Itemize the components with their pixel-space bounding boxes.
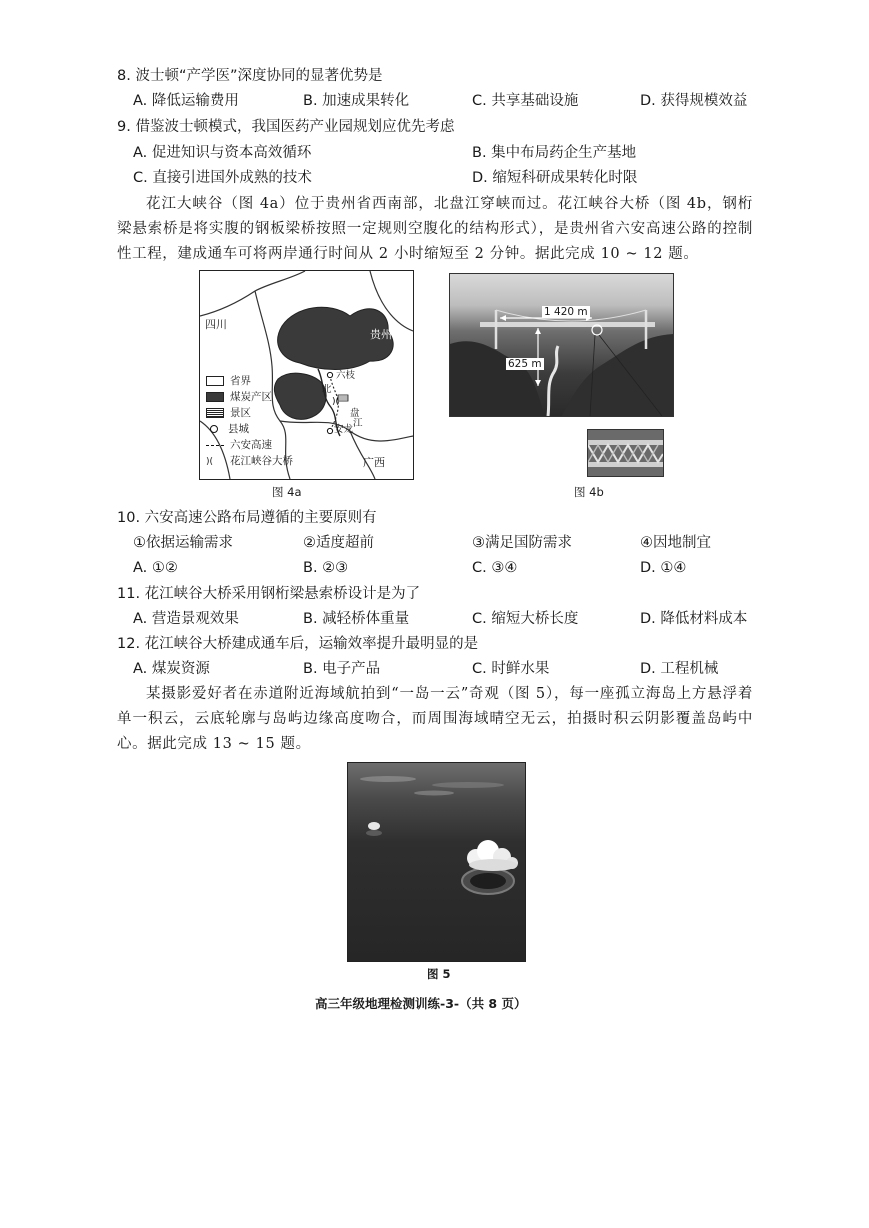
question-8-option-c[interactable]: C. 共享基础设施	[472, 93, 579, 109]
map-label-anlong: 安龙	[334, 424, 354, 435]
passage-13-15: 某摄影爱好者在赤道附近海域航拍到“一岛一云”奇观（图 5），每一座孤立海岛上方悬浮着单一积云，云底轮廓与岛屿边缘高度吻合，而周围海域晴空无云，拍摄时积云阴影覆盖岛屿中心。据此完成 13 ~ 15 题。	[117, 686, 753, 752]
question-11-option-a[interactable]: A. 营造景观效果	[133, 611, 239, 627]
map-label-liuzhi: 六枝	[336, 370, 356, 381]
question-10-item-4: ④因地制宜	[640, 535, 711, 551]
coal-region-south	[274, 373, 326, 419]
question-12-stem: 12. 花江峡谷大桥建成通车后，运输效率提升最明显的是	[117, 636, 479, 652]
legend-scenic-area: 景区	[206, 407, 251, 419]
svg-text:)(: )(	[332, 397, 340, 407]
question-9-option-b[interactable]: B. 集中布局药企生产基地	[472, 145, 637, 161]
bridge-span-label: 1 420 m	[544, 306, 588, 318]
figure-4a-map	[199, 270, 414, 480]
figure-4b-truss-inset	[587, 429, 664, 477]
question-10-stem: 10. 六安高速公路布局遵循的主要原则有	[117, 510, 377, 526]
question-11-option-d[interactable]: D. 降低材料成本	[640, 611, 748, 627]
question-9-stem: 9. 借鉴波士顿模式，我国医药产业园规划应优先考虑	[117, 119, 455, 135]
map-label-guangxi: 广西	[363, 456, 385, 469]
question-10-item-2: ②适度超前	[303, 535, 374, 551]
question-10-option-d[interactable]: D. ①④	[640, 560, 687, 576]
figure-5-photo	[347, 762, 526, 962]
question-11-stem: 11. 花江峡谷大桥采用钢桁梁悬索桥设计是为了	[117, 586, 421, 602]
island-cloud-drawing	[348, 763, 525, 961]
passage-10-12: 花江大峡谷（图 4a）位于贵州省西南部，北盘江穿峡而过。花江峡谷大桥（图 4b，钢桁梁悬索桥是将实腹的钢板梁桥按照一定规则空腹化的结构形式），是贵州省六安高速公路的控制性工程，建成通车可将两岸通行时间从 2 小时缩短至 2 分钟。据此完成 10 ~ 12 题。	[117, 196, 753, 262]
question-10-option-b[interactable]: B. ②③	[303, 560, 349, 576]
question-8-stem: 8. 波士顿“产学医”深度协同的显著优势是	[117, 68, 383, 84]
question-9-option-a[interactable]: A. 促进知识与资本高效循环	[133, 145, 312, 161]
map-label-pan: 盘	[350, 408, 360, 419]
question-11-option-b[interactable]: B. 减轻桥体重量	[303, 611, 410, 627]
bridge-photo-drawing	[450, 274, 673, 416]
question-9-option-d[interactable]: D. 缩短科研成果转化时限	[472, 170, 638, 186]
question-10-option-c[interactable]: C. ③④	[472, 560, 518, 576]
question-12-option-d[interactable]: D. 工程机械	[640, 661, 719, 677]
truss-drawing	[588, 430, 663, 476]
map-label-sichuan: 四川	[205, 318, 227, 331]
legend-province-border: 省界	[206, 375, 251, 387]
question-10-item-1: ①依据运输需求	[133, 535, 233, 551]
figure-4b-photo	[449, 273, 674, 417]
question-11-option-c[interactable]: C. 缩短大桥长度	[472, 611, 579, 627]
map-label-jiang: 江	[353, 418, 363, 429]
bridge-height-label: 625 m	[508, 358, 542, 370]
legend-highway: 六安高速	[206, 439, 272, 451]
question-8-option-b[interactable]: B. 加速成果转化	[303, 93, 410, 109]
legend-coal-area: 煤炭产区	[206, 391, 272, 403]
question-10-option-a[interactable]: A. ①②	[133, 560, 178, 576]
figure-5-caption: 图 5	[427, 967, 451, 981]
question-8-option-d[interactable]: D. 获得规模效益	[640, 93, 748, 109]
question-8-option-a[interactable]: A. 降低运输费用	[133, 93, 239, 109]
question-9-option-c[interactable]: C. 直接引进国外成熟的技术	[133, 170, 312, 186]
question-10-item-3: ③满足国防需求	[472, 535, 572, 551]
page-footer: 高三年级地理检测训练-3-（共 8 页）	[315, 996, 527, 1011]
question-12-option-b[interactable]: B. 电子产品	[303, 661, 381, 677]
figure-4a-caption: 图 4a	[272, 485, 302, 499]
question-12-option-a[interactable]: A. 煤炭资源	[133, 661, 210, 677]
map-label-guizhou: 贵州	[370, 328, 392, 341]
question-12-option-c[interactable]: C. 时鲜水果	[472, 661, 550, 677]
legend-county-town: 县城	[206, 423, 249, 435]
figure-4b-caption: 图 4b	[574, 485, 604, 499]
legend-bridge: )( 花江峡谷大桥	[206, 455, 293, 467]
map-label-bei: 北	[322, 384, 332, 395]
